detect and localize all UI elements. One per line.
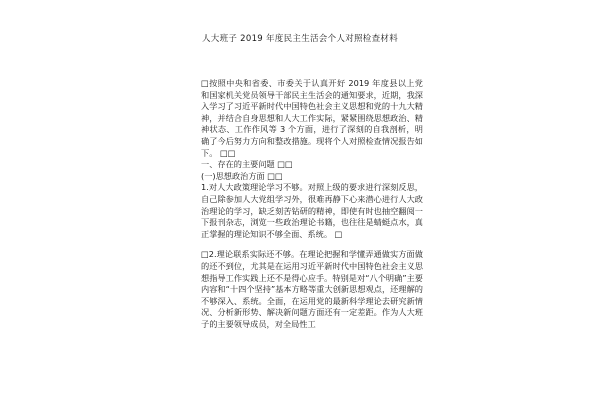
point-paragraph-1: 1.对人大政策理论学习不够。对照上级的要求进行深刻反思，自己除参加人大党组学习外，很难再静下心来潜心进行人大政治理论的学习，缺乏刻苦钻研的精神，即使有时也抽空翻阅一下报刊杂志，浏览一些政治理论书籍，也往往是蜻蜓点水，真正掌握的理论知识不够全面、系统。 □ — [201, 182, 423, 239]
intro-paragraph: □按照中央和省委、市委关于认真开好 2019 年度县以上党和国家机关党员领导干部民主生活会的通知要求，近期，我深入学习了习近平新时代中国特色社会主义思想和党的十九大精神，并结合自身思想和人大工作实际，紧紧围绕思想政治、精神状态、工作作风等 3 个方面，进行了深刻的自我剖析，明确了今后努力方向和整改措施。现将个人对照检查情况报告如下。 □□ — [201, 78, 423, 158]
point-paragraph-2: □2.理论联系实际还不够。在理论把握和学懂弄通做实方面做的还不到位，尤其是在运用习近平新时代中国特色社会主义思想指导工作实践上还不是得心应手。特别是对“八个明确”主要内容和“十四个坚持”基本方略等重大创新思想观点，还理解的不够深入、系统。全面，在运用党的最新科学理论去研究新情况、分析新形势、解决新问题方面还有一定差距。作为人大班子的主要领导成员，对全局性工 — [201, 249, 423, 329]
document-title: 人大班子 2019 年度民主生活会个人对照检查材料 — [201, 34, 399, 44]
section-heading: 一、存在的主要问题 □□ — [201, 159, 293, 170]
subsection-heading: (一)思想政治方面 □□ — [201, 170, 283, 181]
paragraph-spacer — [201, 240, 423, 249]
document-body — [201, 78, 423, 330]
